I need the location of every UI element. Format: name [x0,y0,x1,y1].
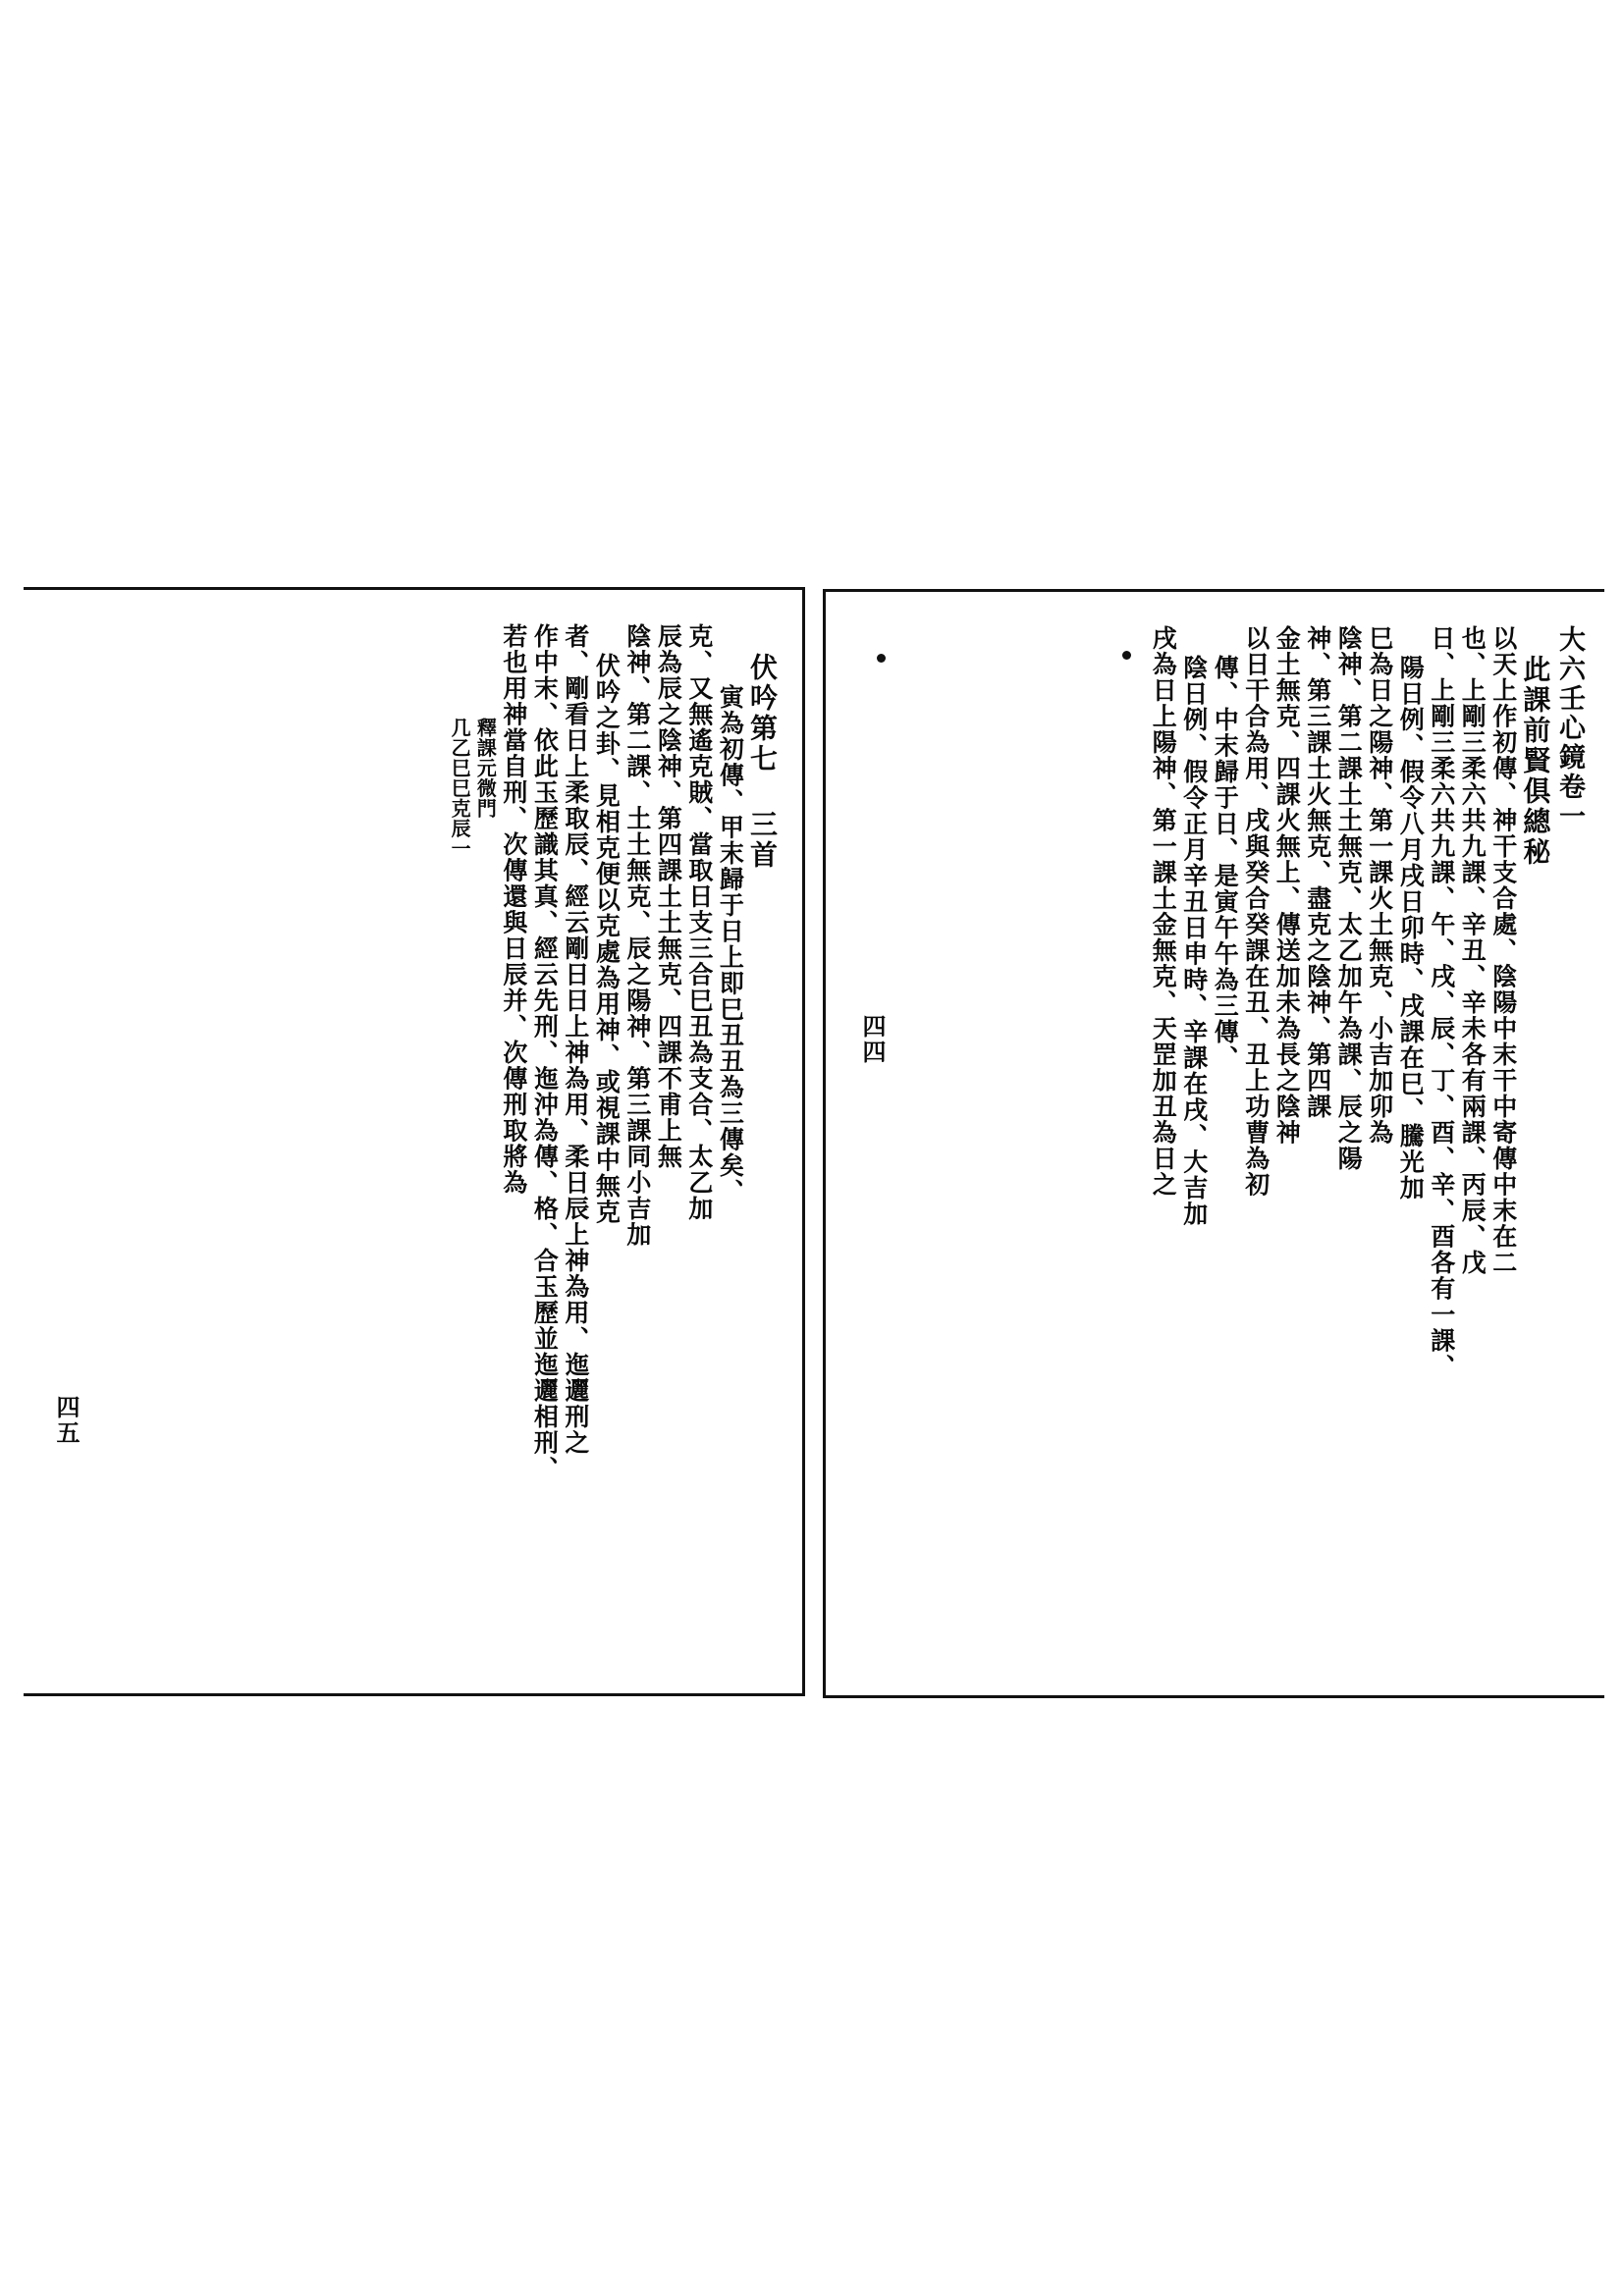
section-heading-column-2: 伏吟第七 三首 [746,653,779,871]
left-page-text-block [45,623,777,1668]
body-column-14: 克、又無遙克賊、當取日支三合巳丑為支合、太乙加 [684,623,714,1222]
right-page-text-block [851,625,1583,1670]
right-page-number: 四四 [858,1014,887,1065]
body-column-6: 陰神、第二課土土無克、太乙加午為課、辰之陽 [1334,625,1364,1172]
body-column-4: 陽日例、假令八月戌日卯時、戌課在巳、騰光加 [1396,655,1426,1201]
left-page [20,587,805,1696]
section-heading-column: 此課前賢俱總秘 [1519,655,1552,868]
body-column-15: 辰為辰之陰神、第四課土土無克、四課不甫上無 [654,623,683,1170]
body-column-9: 以日干合為用、戌與癸合癸課在丑、丑上功曹為初 [1241,625,1271,1198]
body-column-3: 日、上剛三柔六共九課、午、戌、辰、丁、酉、辛、酉各有一課、 [1427,625,1456,1380]
body-column-18: 者、剛看日上柔取辰、經云剛日日上神為用、柔日辰上神為用、迤邐刑之 [561,623,590,1456]
body-column-8: 金土無克、四課火無上、傳送加未為長之陰神 [1272,625,1302,1146]
body-column-1: 以天上作初傳、神干支合處、陰陽中末干中寄傳中末在二 [1488,625,1518,1276]
body-column-2: 也、上剛三柔六共九課、辛丑、辛未各有兩課、丙辰、戊 [1458,625,1488,1276]
body-column-10: 傳、中末歸于日、是寅午午為三傳、 [1211,655,1240,1071]
body-column-12: 戌為日上陽神、第一課土金無克、天罡加丑為日之 [1149,625,1178,1198]
annotation-dot-icon [877,654,886,663]
body-column-19: 作中末、依此玉歷識其真、經云先刑、迤沖為傳、格、合玉歷並迤邐相刑、 [530,623,560,1482]
body-column-5: 巳為日之陽神、第一課火土無克、小吉加卯為 [1365,625,1394,1146]
left-page-gutter-mask [14,586,24,1705]
body-column-7: 神、第三課土火無克、盡克之陰神、第四課 [1303,625,1332,1120]
right-page-gutter-mask [1604,588,1614,1707]
annotation-dot-icon [1122,651,1131,660]
right-page [823,589,1608,1698]
body-column-16: 陰神、第二課、土土無克、辰之陽神、第三課同小吉加 [622,623,652,1248]
body-column-17: 伏吟之卦、見相克便以克處為用神、或視課中無克 [592,653,622,1225]
body-column-20: 若也用神當自刑、次傳還與日辰并、次傳刑取將為 [499,623,528,1196]
left-page-number: 四五 [52,1395,81,1446]
body-column-11: 陰日例、假令正月辛丑日申時、辛課在戌、大吉加 [1179,655,1209,1227]
book-title-column: 大六壬心鏡卷一 [1554,625,1585,831]
chapter-label-column: 釋課元微門 [473,718,498,819]
body-column-13: 寅為初傳、甲末歸于日上即巳丑丑為三傳矣、 [716,684,745,1204]
marginal-note-column: 几乙巳巳克辰一 [448,718,472,859]
